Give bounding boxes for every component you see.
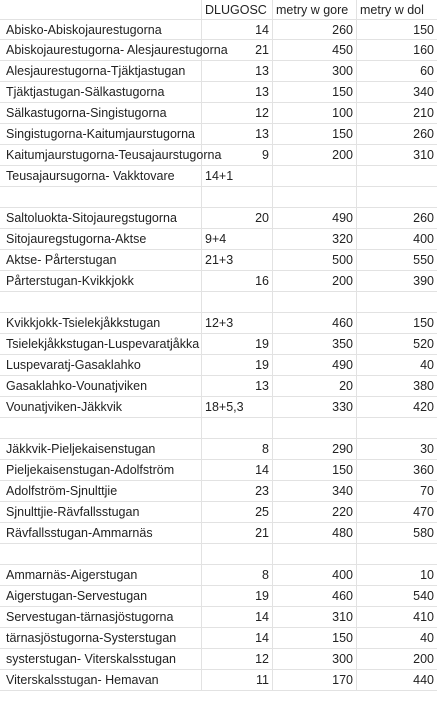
descent-cell[interactable]: 410	[357, 607, 437, 628]
table-row	[0, 124, 437, 145]
table-row	[0, 40, 437, 61]
header-row	[0, 0, 437, 20]
table-row	[0, 292, 437, 313]
descent-cell[interactable]: 390	[357, 271, 437, 292]
route-cell[interactable]: Kvikkjokk-Tsielekjåkkstugan	[0, 313, 202, 334]
length-cell[interactable]: 19	[202, 334, 273, 355]
descent-cell[interactable]: 360	[357, 460, 437, 481]
length-cell[interactable]: 11	[202, 670, 273, 691]
ascent-cell[interactable]: 400	[273, 565, 357, 586]
ascent-cell[interactable]: 150	[273, 82, 357, 103]
length-cell[interactable]: 12+3	[202, 313, 273, 334]
length-cell[interactable]: 19	[202, 355, 273, 376]
ascent-cell[interactable]	[273, 544, 357, 565]
table-row	[0, 628, 437, 649]
table-row	[0, 355, 437, 376]
table-row	[0, 544, 437, 565]
ascent-cell[interactable]: 460	[273, 586, 357, 607]
descent-cell[interactable]: 40	[357, 628, 437, 649]
header-cell-metry-w-dol[interactable]: metry w dol	[357, 0, 437, 20]
ascent-cell[interactable]: 200	[273, 145, 357, 166]
route-cell[interactable]: Sälkastugorna-Singistugorna	[0, 103, 202, 124]
table-row	[0, 166, 437, 187]
table-row	[0, 439, 437, 460]
descent-cell[interactable]: 70	[357, 481, 437, 502]
table-row	[0, 82, 437, 103]
descent-cell[interactable]: 10	[357, 565, 437, 586]
ascent-cell[interactable]: 150	[273, 460, 357, 481]
route-cell[interactable]: Rävfallsstugan-Ammarnäs	[0, 523, 202, 544]
length-cell[interactable]: 23	[202, 481, 273, 502]
table-row	[0, 334, 437, 355]
table-row	[0, 103, 437, 124]
table-row	[0, 208, 437, 229]
descent-cell[interactable]: 340	[357, 82, 437, 103]
descent-cell[interactable]: 150	[357, 20, 437, 40]
ascent-cell[interactable]: 350	[273, 334, 357, 355]
table-row	[0, 481, 437, 502]
ascent-cell[interactable]: 100	[273, 103, 357, 124]
ascent-cell[interactable]: 300	[273, 649, 357, 670]
route-cell[interactable]: Servestugan-tärnasjöstugorna	[0, 607, 202, 628]
descent-cell[interactable]: 470	[357, 502, 437, 523]
header-cell-metry-w-gore[interactable]: metry w gore	[273, 0, 357, 20]
descent-cell[interactable]: 440	[357, 670, 437, 691]
ascent-cell[interactable]: 310	[273, 607, 357, 628]
route-cell[interactable]: Abiskojaurestugorna- Alesjaurestugorna	[0, 40, 202, 61]
ascent-cell[interactable]: 460	[273, 313, 357, 334]
length-cell[interactable]: 8	[202, 565, 273, 586]
descent-cell[interactable]: 40	[357, 355, 437, 376]
route-cell[interactable]: Viterskalsstugan- Hemavan	[0, 670, 202, 691]
table-row	[0, 187, 437, 208]
route-cell[interactable]: Adolfström-Sjnulttjie	[0, 481, 202, 502]
descent-cell[interactable]: 550	[357, 250, 437, 271]
ascent-cell[interactable]	[273, 418, 357, 439]
route-cell[interactable]: Gasaklahko-Vounatjviken	[0, 376, 202, 397]
route-cell[interactable]: systerstugan- Viterskalsstugan	[0, 649, 202, 670]
table-row	[0, 20, 437, 40]
table-row	[0, 250, 437, 271]
descent-cell[interactable]: 310	[357, 145, 437, 166]
length-cell[interactable]: 14+1	[202, 166, 273, 187]
descent-cell[interactable]: 210	[357, 103, 437, 124]
length-cell[interactable]: 12	[202, 103, 273, 124]
route-cell[interactable]: Singistugorna-Kaitumjaurstugorna	[0, 124, 202, 145]
length-cell[interactable]	[202, 544, 273, 565]
route-cell[interactable]: Tjäktjastugan-Sälkastugorna	[0, 82, 202, 103]
route-cell[interactable]: Luspevaratj-Gasaklahko	[0, 355, 202, 376]
length-cell[interactable]: 14	[202, 628, 273, 649]
ascent-cell[interactable]: 20	[273, 376, 357, 397]
length-cell[interactable]: 25	[202, 502, 273, 523]
ascent-cell[interactable]: 290	[273, 439, 357, 460]
descent-cell[interactable]: 420	[357, 397, 437, 418]
table-row	[0, 565, 437, 586]
length-cell[interactable]: 9	[202, 145, 273, 166]
ascent-cell[interactable]: 480	[273, 523, 357, 544]
route-cell[interactable]: Pårterstugan-Kvikkjokk	[0, 271, 202, 292]
length-cell[interactable]: 13	[202, 376, 273, 397]
ascent-cell[interactable]: 220	[273, 502, 357, 523]
route-cell[interactable]: Aktse- Pårterstugan	[0, 250, 202, 271]
length-cell[interactable]: 14	[202, 460, 273, 481]
descent-cell[interactable]: 260	[357, 124, 437, 145]
table-row	[0, 586, 437, 607]
descent-cell[interactable]: 30	[357, 439, 437, 460]
route-cell[interactable]	[0, 544, 202, 565]
table-row	[0, 523, 437, 544]
route-cell[interactable]: Pieljekaisenstugan-Adolfström	[0, 460, 202, 481]
ascent-cell[interactable]: 200	[273, 271, 357, 292]
route-cell[interactable]: Sitojauregstugorna-Aktse	[0, 229, 202, 250]
length-cell[interactable]: 14	[202, 20, 273, 40]
descent-cell[interactable]	[357, 544, 437, 565]
length-cell[interactable]: 20	[202, 208, 273, 229]
ascent-cell[interactable]: 490	[273, 208, 357, 229]
length-cell[interactable]: 19	[202, 586, 273, 607]
header-cell-route[interactable]	[0, 0, 202, 20]
ascent-cell[interactable]: 490	[273, 355, 357, 376]
table-row	[0, 460, 437, 481]
route-cell[interactable]	[0, 418, 202, 439]
length-cell[interactable]: 16	[202, 271, 273, 292]
length-cell[interactable]	[202, 187, 273, 208]
descent-cell[interactable]	[357, 292, 437, 313]
route-cell[interactable]: Abisko-Abiskojaurestugorna	[0, 20, 202, 40]
route-cell[interactable]: tärnasjöstugorna-Systerstugan	[0, 628, 202, 649]
length-cell[interactable]: 13	[202, 61, 273, 82]
ascent-cell[interactable]: 450	[273, 40, 357, 61]
length-cell[interactable]: 13	[202, 82, 273, 103]
header-cell-dlugosc[interactable]: DLUGOSC	[202, 0, 273, 20]
route-cell[interactable]: Ammarnäs-Aigerstugan	[0, 565, 202, 586]
route-cell[interactable]: Kaitumjaurstugorna-Teusajaurstugorna	[0, 145, 202, 166]
descent-cell[interactable]	[357, 166, 437, 187]
route-cell[interactable]: Aigerstugan-Servestugan	[0, 586, 202, 607]
ascent-cell[interactable]: 150	[273, 124, 357, 145]
route-cell[interactable]: Vounatjviken-Jäkkvik	[0, 397, 202, 418]
length-cell[interactable]: 13	[202, 124, 273, 145]
descent-cell[interactable]: 580	[357, 523, 437, 544]
length-cell[interactable]: 14	[202, 607, 273, 628]
ascent-cell[interactable]	[273, 292, 357, 313]
length-cell[interactable]: 21	[202, 523, 273, 544]
ascent-cell[interactable]: 170	[273, 670, 357, 691]
route-cell[interactable]	[0, 187, 202, 208]
ascent-cell[interactable]: 330	[273, 397, 357, 418]
route-cell[interactable]: Sjnulttjie-Rävfallsstugan	[0, 502, 202, 523]
table-row	[0, 670, 437, 691]
descent-cell[interactable]: 200	[357, 649, 437, 670]
length-cell[interactable]: 21+3	[202, 250, 273, 271]
descent-cell[interactable]: 160	[357, 40, 437, 61]
table-row	[0, 271, 437, 292]
route-cell[interactable]: Jäkkvik-Pieljekaisenstugan	[0, 439, 202, 460]
length-cell[interactable]	[202, 292, 273, 313]
length-cell[interactable]	[202, 418, 273, 439]
descent-cell[interactable]: 150	[357, 313, 437, 334]
ascent-cell[interactable]: 300	[273, 61, 357, 82]
ascent-cell[interactable]: 150	[273, 628, 357, 649]
route-cell[interactable]	[0, 292, 202, 313]
ascent-cell[interactable]: 340	[273, 481, 357, 502]
descent-cell[interactable]: 520	[357, 334, 437, 355]
table-row	[0, 607, 437, 628]
table-row	[0, 418, 437, 439]
route-cell[interactable]: Tsielekjåkkstugan-Luspevaratjåkka	[0, 334, 202, 355]
length-cell[interactable]: 12	[202, 649, 273, 670]
table-row	[0, 229, 437, 250]
route-cell[interactable]: Teusajaursugorna- Vakktovare	[0, 166, 202, 187]
ascent-cell[interactable]	[273, 166, 357, 187]
table-row	[0, 61, 437, 82]
table-row	[0, 397, 437, 418]
descent-cell[interactable]	[357, 418, 437, 439]
length-cell[interactable]: 8	[202, 439, 273, 460]
descent-cell[interactable]: 260	[357, 208, 437, 229]
table-row	[0, 376, 437, 397]
table-row	[0, 649, 437, 670]
table-row	[0, 145, 437, 166]
route-cell[interactable]: Alesjaurestugorna-Tjäktjastugan	[0, 61, 202, 82]
ascent-cell[interactable]: 320	[273, 229, 357, 250]
ascent-cell[interactable]: 260	[273, 20, 357, 40]
length-cell[interactable]: 21	[202, 40, 273, 61]
table-row	[0, 313, 437, 334]
descent-cell[interactable]	[357, 187, 437, 208]
descent-cell[interactable]: 400	[357, 229, 437, 250]
length-cell[interactable]: 9+4	[202, 229, 273, 250]
table-row	[0, 502, 437, 523]
ascent-cell[interactable]: 500	[273, 250, 357, 271]
descent-cell[interactable]: 380	[357, 376, 437, 397]
route-cell[interactable]: Saltoluokta-Sitojauregstugorna	[0, 208, 202, 229]
descent-cell[interactable]: 540	[357, 586, 437, 607]
ascent-cell[interactable]	[273, 187, 357, 208]
length-cell[interactable]: 18+5,3	[202, 397, 273, 418]
descent-cell[interactable]: 60	[357, 61, 437, 82]
